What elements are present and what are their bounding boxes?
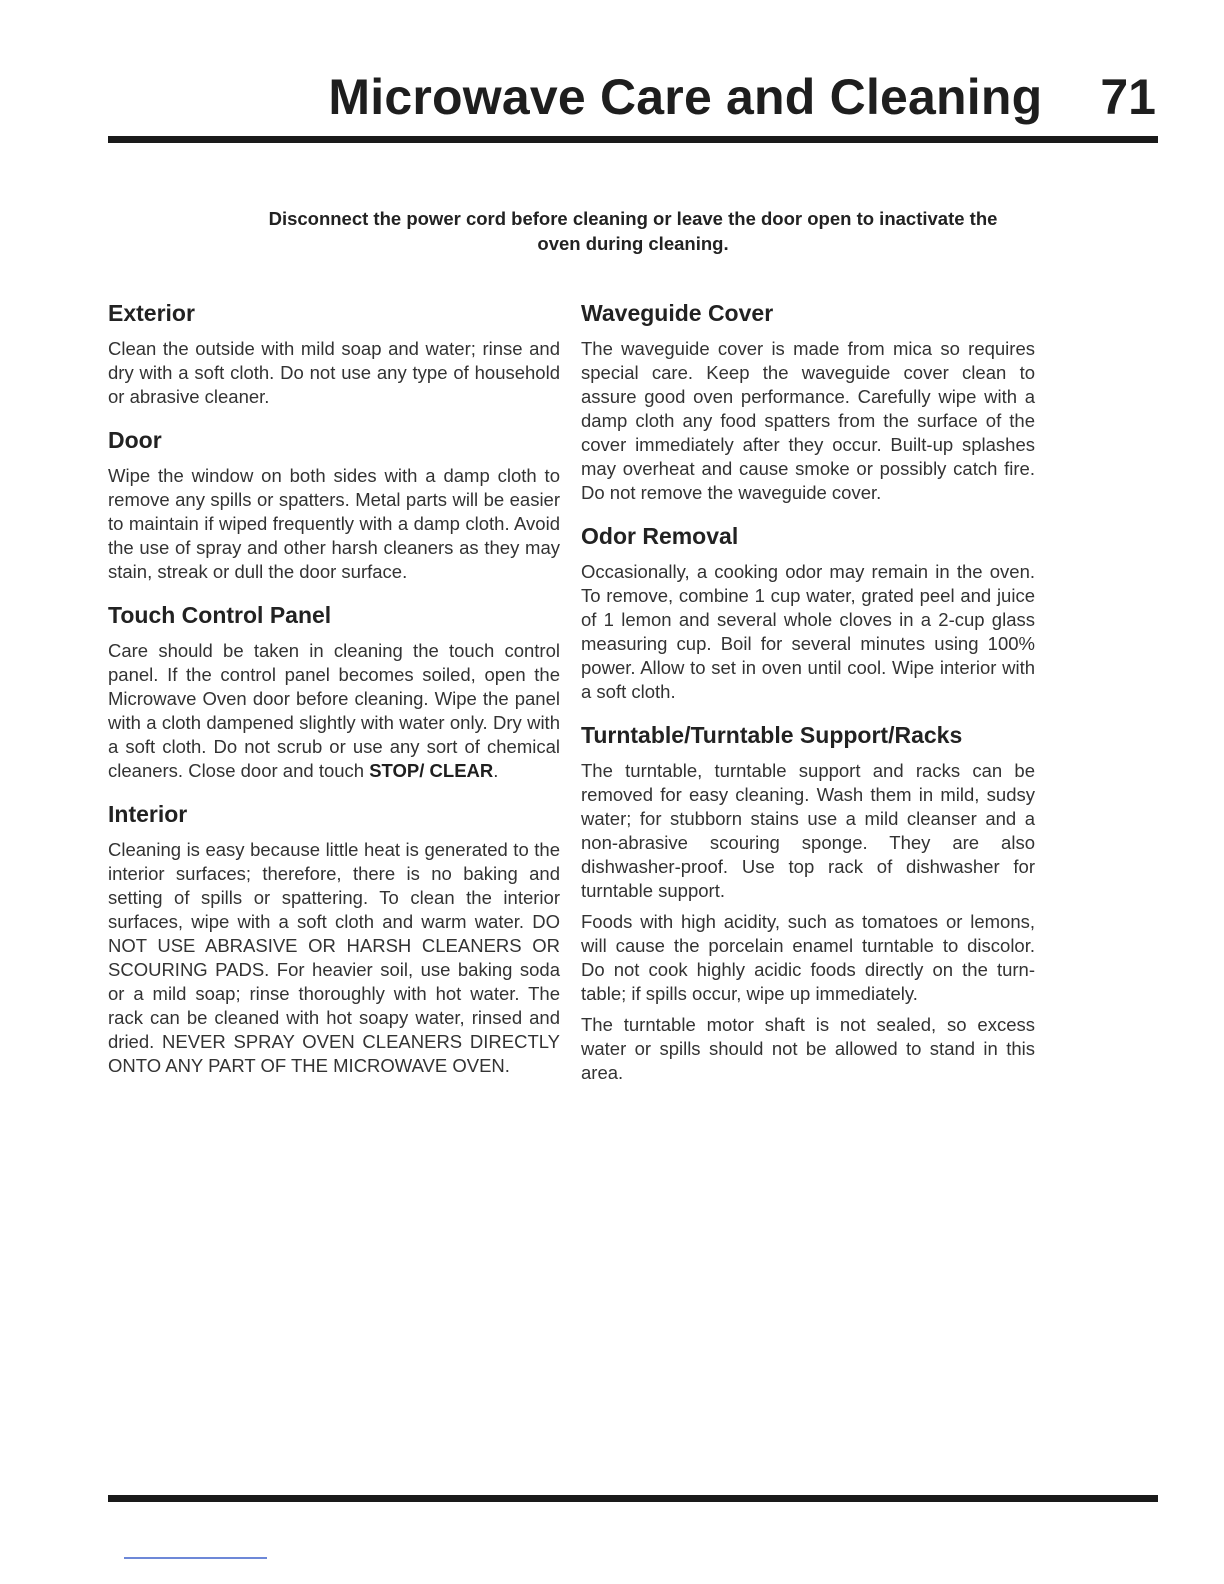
- section-text: The turntable motor shaft is not sealed, so excess water or spills should not be allowed to stand in this area.: [581, 1014, 1035, 1083]
- section-text: Cleaning is easy because little heat is generated to the interior surfaces; therefore, there is no baking and setting of spills or spattering. To clean the interior surfaces, wipe with a soft cloth and warm water. DO NOT USE ABRASIVE OR HARSH CLEANERS OR SCOURING PADS. For heavier soil, use baking soda or a mild soap; rinse thoroughly with hot water. The rack can be cleaned with hot soapy water, rinsed and dried. NEVER SPRAY OVEN CLEANERS DIRECTLY ONTO ANY PART OF THE MICROWAVE OVEN.: [108, 839, 560, 1076]
- footer-accent-line: [124, 1557, 267, 1559]
- section-interior: [108, 799, 560, 1078]
- section-heading: Odor Removal: [581, 523, 739, 549]
- left-column: [108, 298, 560, 1078]
- section-text: Foods with high acidity, such as tomatoes or lemons, will cause the porcelain enamel turntable to discolor. Do not cook highly acidic foods directly on the turn-table; if spills occur, wipe up immediately.: [581, 911, 1035, 1004]
- section-heading: Interior: [108, 801, 188, 827]
- header-rule: [108, 136, 1158, 143]
- section-heading: Door: [108, 427, 162, 453]
- section-text: Occasionally, a cooking odor may remain in the oven. To remove, combine 1 cup water, grated peel and juice of 1 lemon and several whole cloves in a 2-cup glass measuring cup. Boil for several minutes using 100% power. Allow to set in oven until cool. Wipe interior with a soft cloth.: [581, 561, 1035, 702]
- section-odor-removal: [581, 521, 1035, 704]
- section-text-part: .: [493, 760, 499, 781]
- section-heading: Waveguide Cover: [581, 300, 774, 326]
- right-column: [581, 298, 1035, 1085]
- section-text: Wipe the window on both sides with a damp cloth to remove any spills or spatters. Metal parts will be easier to maintain if wiped frequently with a damp cloth. Avoid the use of spray and other harsh cleaners as they may stain, streak or dull the door surface.: [108, 465, 560, 582]
- page-header: [108, 60, 1156, 125]
- section-heading: Turntable/Turntable Support/Racks: [581, 722, 963, 748]
- section-text: The turntable, turntable support and racks can be removed for easy cleaning. Wash them in mild, sudsy water; for stubborn stains use a mild cleanser and a non-abrasive scouring sponge. They are also dishwasher-proof. Use top rack of dishwasher for turntable support.: [581, 760, 1035, 901]
- warning-line-2: oven during cleaning.: [537, 233, 729, 254]
- footer-rule: [108, 1495, 1158, 1502]
- section-text: [108, 639, 560, 783]
- section-exterior: [108, 298, 560, 409]
- section-turntable: [581, 720, 1035, 1085]
- warning-notice: [108, 206, 1158, 256]
- stop-clear-label: STOP/ CLEAR: [369, 760, 494, 781]
- section-door: [108, 425, 560, 584]
- section-text: The waveguide cover is made from mica so requires special care. Keep the waveguide cover clean to assure good oven performance. Carefully wipe with a damp cloth any food spatters from the surface of the cover immediately after they occur. Built-up splashes may overheat and cause smoke or possibly catch fire. Do not remove the waveguide cover.: [581, 338, 1035, 503]
- section-heading: Touch Control Panel: [108, 602, 332, 628]
- section-waveguide-cover: [581, 298, 1035, 505]
- section-text-part: Care should be taken in cleaning the touch control panel. If the control panel becomes soiled, open the Microwave Oven door before cleaning. Wipe the panel with a cloth dampened slightly with water only. Dry with a soft cloth. Do not scrub or use any sort of chemical cleaners. Close door and touch: [108, 640, 560, 781]
- section-text: Clean the outside with mild soap and water; rinse and dry with a soft cloth. Do not use any type of household or abrasive cleaner.: [108, 338, 560, 407]
- warning-line-1: Disconnect the power cord before cleaning or leave the door open to inactivate the: [268, 208, 998, 229]
- section-touch-control-panel: [108, 600, 560, 783]
- page-title: Microwave Care and Cleaning: [328, 69, 1043, 125]
- page-number: 71: [1100, 69, 1156, 125]
- section-heading: Exterior: [108, 300, 195, 326]
